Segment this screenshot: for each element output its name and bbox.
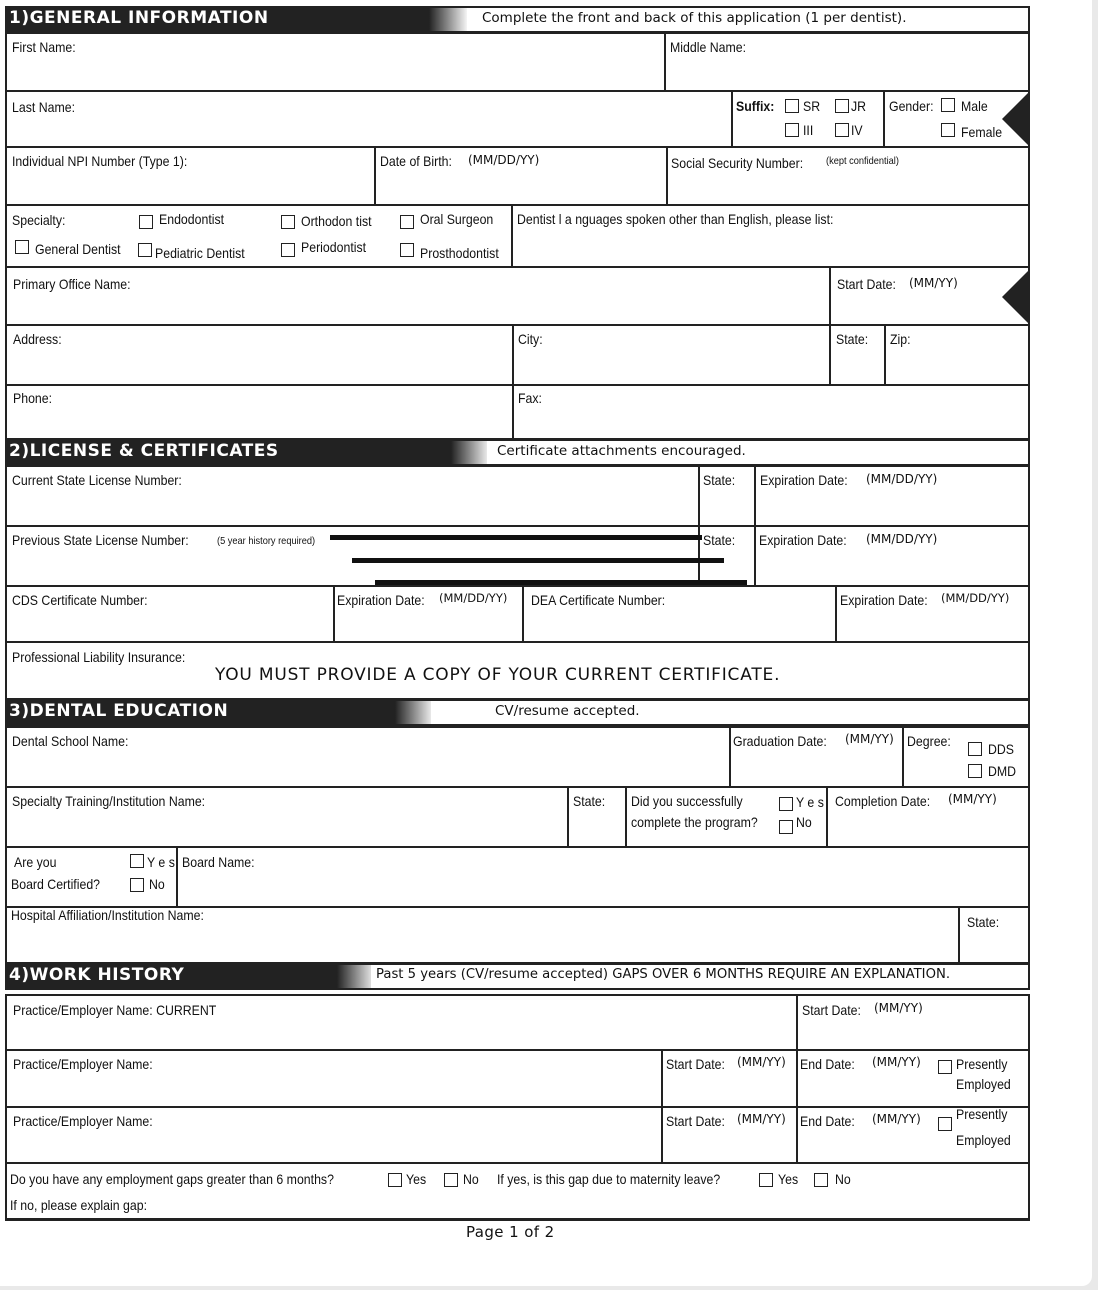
start-date-label: Start Date: bbox=[666, 1113, 725, 1129]
gender-label: Gender: bbox=[889, 98, 934, 114]
current-license-field[interactable] bbox=[5, 465, 702, 527]
periodontist-label: Periodontist bbox=[301, 239, 367, 255]
expiration-label: Expiration Date: bbox=[760, 472, 848, 488]
cds-certificate-field[interactable] bbox=[5, 585, 337, 643]
previous-license-state-field[interactable] bbox=[698, 525, 758, 587]
dds-label: DDS bbox=[988, 741, 1015, 757]
suffix-jr-label: JR bbox=[851, 98, 867, 114]
gender-female-checkbox[interactable] bbox=[941, 123, 955, 137]
specialty-training-label: Specialty Training/Institution Name: bbox=[12, 793, 206, 809]
section-header-dental-education bbox=[5, 699, 1030, 726]
end-date-label: End Date: bbox=[800, 1056, 855, 1072]
start-date-format: (MM/YY) bbox=[737, 1112, 786, 1126]
expiration-label: Expiration Date: bbox=[337, 592, 425, 608]
yes-label: Y e s bbox=[796, 794, 824, 810]
page-number: Page 1 of 2 bbox=[466, 1223, 555, 1241]
start-date-format: (MM/YY) bbox=[737, 1055, 786, 1069]
start-date-label: Start Date: bbox=[837, 276, 896, 292]
employer-2-field[interactable] bbox=[5, 1049, 665, 1108]
employment-gaps-field[interactable] bbox=[5, 1162, 1030, 1221]
section-note: CV/resume accepted. bbox=[495, 703, 640, 719]
primary-office-field[interactable] bbox=[5, 266, 833, 326]
no-label: No bbox=[835, 1171, 851, 1187]
fax-label: Fax: bbox=[518, 390, 542, 406]
program-completion-group bbox=[625, 786, 830, 848]
presently-label: Presently bbox=[956, 1106, 1008, 1122]
board-certified-yes-checkbox[interactable] bbox=[130, 854, 144, 868]
sign-here-arrow-icon bbox=[1002, 269, 1030, 325]
dob-label: Date of Birth: bbox=[380, 153, 452, 169]
completion-format: (MM/YY) bbox=[948, 792, 997, 806]
section-header-license-certificates bbox=[5, 439, 1030, 466]
board-name-label: Board Name: bbox=[182, 854, 255, 870]
employer-current-label: Practice/Employer Name: CURRENT bbox=[13, 1002, 217, 1018]
primary-office-label: Primary Office Name: bbox=[13, 276, 131, 292]
dea-certificate-field[interactable] bbox=[522, 585, 839, 643]
previous-license-label: Previous State License Number: bbox=[12, 532, 189, 548]
did-complete-label: Did you successfully bbox=[631, 793, 743, 809]
pediatric-dentist-label: Pediatric Dentist bbox=[155, 245, 245, 261]
city-label: City: bbox=[518, 331, 543, 347]
expiration-format: (MM/DD/YY) bbox=[941, 591, 1010, 605]
presently-employed-checkbox[interactable] bbox=[938, 1117, 952, 1131]
gaps-question: Do you have any employment gaps greater than 6 months? bbox=[10, 1171, 334, 1187]
address-field[interactable] bbox=[5, 324, 516, 386]
gender-male-checkbox[interactable] bbox=[941, 98, 955, 112]
state-label: State: bbox=[703, 532, 736, 548]
office-start-date-field[interactable] bbox=[829, 266, 1030, 326]
prosthodontist-label: Prosthodontist bbox=[420, 245, 499, 261]
no-label: No bbox=[149, 876, 165, 892]
suffix-sr-label: SR bbox=[803, 98, 821, 114]
yes-label: Yes bbox=[406, 1171, 427, 1187]
section-title: 2)LICENSE & CERTIFICATES bbox=[9, 441, 279, 461]
section-title: 3)DENTAL EDUCATION bbox=[9, 701, 229, 721]
employer-3-field[interactable] bbox=[5, 1106, 665, 1164]
completion-date-field[interactable] bbox=[826, 786, 1030, 848]
state-label: State: bbox=[836, 331, 869, 347]
section-header-general-information bbox=[5, 6, 1030, 33]
liability-insurance-field[interactable] bbox=[5, 641, 1030, 700]
first-name-label: First Name: bbox=[12, 39, 76, 55]
no-label: No bbox=[463, 1171, 479, 1187]
suffix-label: Suffix: bbox=[736, 98, 775, 114]
employer-2-end-field[interactable] bbox=[796, 1049, 1030, 1108]
expiration-format: (MM/DD/YY) bbox=[866, 472, 938, 486]
suffix-jr-checkbox[interactable] bbox=[835, 99, 849, 113]
zip-label: Zip: bbox=[890, 331, 911, 347]
suffix-group bbox=[731, 90, 886, 148]
expiration-label: Expiration Date: bbox=[840, 592, 928, 608]
specialty-general-dentist-checkbox[interactable] bbox=[15, 240, 29, 254]
specialty-endodontist-checkbox[interactable] bbox=[139, 215, 153, 229]
previous-license-note: (5 year history required) bbox=[217, 535, 316, 547]
gaps-no-checkbox[interactable] bbox=[444, 1173, 458, 1187]
graduation-date-field[interactable] bbox=[729, 726, 906, 788]
current-license-expiration-field[interactable] bbox=[754, 465, 1030, 527]
history-write-line bbox=[352, 558, 724, 563]
employed-label: Employed bbox=[956, 1076, 1011, 1092]
current-license-state-field[interactable] bbox=[698, 465, 758, 527]
middle-name-label: Middle Name: bbox=[670, 39, 747, 55]
previous-license-expiration-field[interactable] bbox=[754, 525, 1030, 587]
completed-yes-checkbox[interactable] bbox=[779, 797, 793, 811]
specialty-orthodontist-checkbox[interactable] bbox=[281, 215, 295, 229]
end-date-label: End Date: bbox=[800, 1113, 855, 1129]
current-employer-start-field[interactable] bbox=[796, 994, 1030, 1051]
sign-here-arrow-icon bbox=[1002, 91, 1030, 147]
section-title: 4)WORK HISTORY bbox=[9, 965, 185, 985]
dental-school-label: Dental School Name: bbox=[12, 733, 129, 749]
first-name-field[interactable] bbox=[5, 32, 668, 92]
ssn-field[interactable] bbox=[666, 146, 1030, 206]
zip-field[interactable] bbox=[884, 324, 1030, 386]
employer-3-end-field[interactable] bbox=[796, 1106, 1030, 1164]
languages-field[interactable] bbox=[511, 204, 1030, 268]
degree-group bbox=[902, 726, 1030, 788]
state-label: State: bbox=[967, 914, 1000, 930]
endodontist-label: Endodontist bbox=[159, 211, 225, 227]
dob-format: (MM/DD/YY) bbox=[468, 153, 540, 167]
specialty-label: Specialty: bbox=[12, 212, 66, 228]
fax-field[interactable] bbox=[512, 384, 1030, 440]
maternity-no-checkbox[interactable] bbox=[814, 1173, 828, 1187]
employed-label: Employed bbox=[956, 1132, 1011, 1148]
liability-label: Professional Liability Insurance: bbox=[12, 649, 186, 665]
oral-surgeon-label: Oral Surgeon bbox=[420, 211, 494, 227]
specialty-oral-surgeon-checkbox[interactable] bbox=[400, 215, 414, 229]
general-dentist-label: General Dentist bbox=[35, 241, 121, 257]
dental-school-field[interactable] bbox=[5, 726, 735, 788]
expiration-format: (MM/DD/YY) bbox=[439, 591, 508, 605]
employer-3-start-field[interactable] bbox=[661, 1106, 800, 1164]
city-field[interactable] bbox=[512, 324, 833, 386]
explain-gap-label: If no, please explain gap: bbox=[10, 1197, 147, 1213]
hospital-affiliation-field[interactable] bbox=[5, 906, 962, 964]
dea-label: DEA Certificate Number: bbox=[531, 592, 666, 608]
state-label: State: bbox=[703, 472, 736, 488]
section-note: Past 5 years (CV/resume accepted) GAPS OVER 6 MONTHS REQUIRE AN EXPLANATION. bbox=[376, 967, 951, 982]
graduation-format: (MM/YY) bbox=[845, 732, 894, 746]
gender-male-label: Male bbox=[961, 98, 988, 114]
last-name-label: Last Name: bbox=[12, 99, 76, 115]
specialty-periodontist-checkbox[interactable] bbox=[281, 243, 295, 257]
cds-label: CDS Certificate Number: bbox=[12, 592, 148, 608]
presently-label: Presently bbox=[956, 1056, 1008, 1072]
npi-label: Individual NPI Number (Type 1): bbox=[12, 153, 188, 169]
address-label: Address: bbox=[13, 331, 62, 347]
state-label: State: bbox=[573, 793, 606, 809]
employer-2-start-field[interactable] bbox=[661, 1049, 800, 1108]
suffix-sr-checkbox[interactable] bbox=[785, 99, 799, 113]
gaps-yes-checkbox[interactable] bbox=[388, 1173, 402, 1187]
phone-field[interactable] bbox=[5, 384, 516, 440]
section-note: Certificate attachments encouraged. bbox=[497, 443, 746, 459]
degree-dds-checkbox[interactable] bbox=[968, 742, 982, 756]
suffix-iv-checkbox[interactable] bbox=[835, 123, 849, 137]
npi-field[interactable] bbox=[5, 146, 378, 206]
specialty-pediatric-dentist-checkbox[interactable] bbox=[138, 243, 152, 257]
suffix-iii-checkbox[interactable] bbox=[785, 123, 799, 137]
history-write-line bbox=[330, 535, 702, 540]
last-name-field[interactable] bbox=[5, 90, 735, 148]
suffix-iv-label: IV bbox=[851, 122, 863, 138]
current-employer-field[interactable] bbox=[5, 994, 800, 1051]
start-date-label: Start Date: bbox=[666, 1056, 725, 1072]
board-certified-label: Board Certified? bbox=[11, 876, 101, 892]
yes-label: Yes bbox=[778, 1171, 799, 1187]
suffix-iii-label: III bbox=[803, 122, 814, 138]
cds-expiration-field[interactable] bbox=[333, 585, 526, 643]
phone-label: Phone: bbox=[13, 390, 53, 406]
graduation-label: Graduation Date: bbox=[733, 733, 827, 749]
start-date-format: (MM/YY) bbox=[874, 1001, 923, 1015]
state-field[interactable] bbox=[829, 324, 888, 386]
are-you-label: Are you bbox=[14, 854, 57, 870]
ssn-label: Social Security Number: bbox=[671, 155, 804, 171]
specialty-group bbox=[5, 204, 515, 268]
training-state-field[interactable] bbox=[567, 786, 629, 848]
dob-field[interactable] bbox=[374, 146, 668, 206]
hospital-state-field[interactable] bbox=[958, 906, 1030, 964]
hospital-label: Hospital Affiliation/Institution Name: bbox=[11, 907, 204, 923]
section-header-work-history bbox=[5, 963, 1030, 990]
section-title: 1)GENERAL INFORMATION bbox=[9, 8, 269, 28]
employer-label: Practice/Employer Name: bbox=[13, 1113, 153, 1129]
specialty-training-field[interactable] bbox=[5, 786, 571, 848]
start-date-label: Start Date: bbox=[802, 1002, 861, 1018]
expiration-label: Expiration Date: bbox=[759, 532, 847, 548]
maternity-yes-checkbox[interactable] bbox=[759, 1173, 773, 1187]
dea-expiration-field[interactable] bbox=[835, 585, 1030, 643]
did-complete-label-2: complete the program? bbox=[631, 814, 758, 830]
completed-no-checkbox[interactable] bbox=[779, 820, 793, 834]
dmd-label: DMD bbox=[988, 763, 1017, 779]
gender-female-label: Female bbox=[961, 124, 1003, 140]
current-license-label: Current State License Number: bbox=[12, 472, 182, 488]
expiration-format: (MM/DD/YY) bbox=[866, 532, 938, 546]
presently-employed-checkbox[interactable] bbox=[938, 1060, 952, 1074]
completion-label: Completion Date: bbox=[835, 793, 931, 809]
employer-label: Practice/Employer Name: bbox=[13, 1056, 153, 1072]
board-certified-group bbox=[5, 846, 180, 908]
orthodontist-label: Orthodon tist bbox=[301, 213, 372, 229]
middle-name-field[interactable] bbox=[664, 32, 1030, 92]
end-date-format: (MM/YY) bbox=[872, 1112, 921, 1126]
maternity-question: If yes, is this gap due to maternity leave? bbox=[497, 1171, 721, 1187]
board-certified-no-checkbox[interactable] bbox=[130, 878, 144, 892]
no-label: No bbox=[796, 814, 812, 830]
start-date-format: (MM/YY) bbox=[909, 276, 958, 290]
board-name-field[interactable] bbox=[176, 846, 1030, 908]
degree-label: Degree: bbox=[907, 733, 951, 749]
yes-label: Y e s bbox=[147, 854, 175, 870]
specialty-prosthodontist-checkbox[interactable] bbox=[400, 243, 414, 257]
languages-label: Dentist l a nguages spoken other than English, please list: bbox=[517, 211, 834, 227]
degree-dmd-checkbox[interactable] bbox=[968, 764, 982, 778]
end-date-format: (MM/YY) bbox=[872, 1055, 921, 1069]
certificate-copy-warning: YOU MUST PROVIDE A COPY OF YOUR CURRENT CERTIFICATE. bbox=[215, 665, 781, 685]
section-note: Complete the front and back of this application (1 per dentist). bbox=[482, 10, 907, 26]
ssn-note: (kept confidential) bbox=[826, 155, 899, 167]
